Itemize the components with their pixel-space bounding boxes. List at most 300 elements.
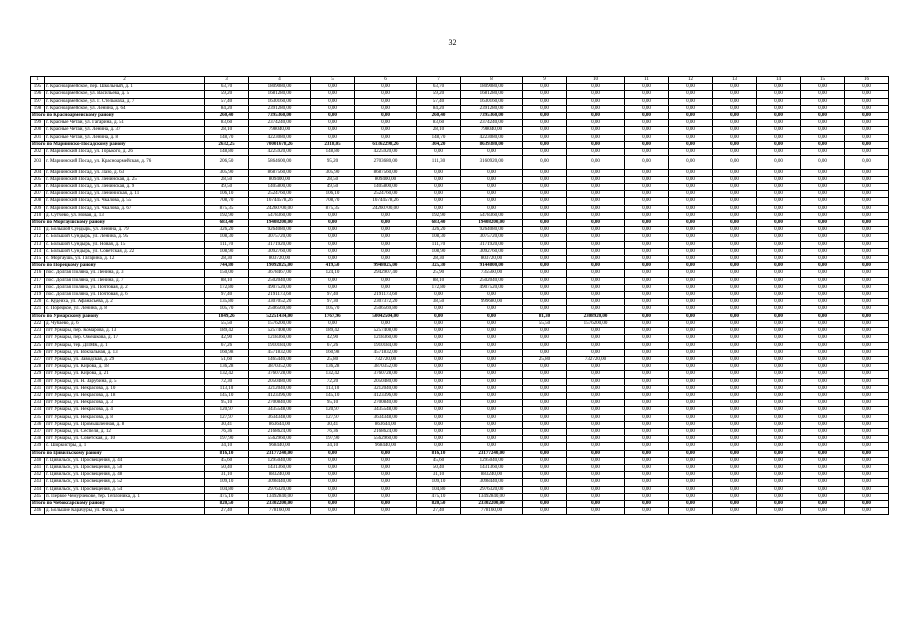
table-cell: 0,00 [757, 479, 801, 486]
data-table [30, 76, 889, 515]
table-cell: 816,10 [205, 450, 249, 457]
table-cell: 778160,00 [249, 508, 311, 515]
table-cell: 0,00 [713, 313, 757, 320]
table-cell: 0,00 [567, 234, 625, 241]
table-cell: 0,00 [523, 277, 567, 284]
table-cell: 0,00 [567, 91, 625, 98]
table-cell: 0,00 [567, 299, 625, 306]
table-cell: 0,00 [625, 428, 669, 435]
row-number: 212 [31, 234, 45, 241]
table-cell: 0,00 [523, 98, 567, 105]
table-cell: 0,00 [523, 457, 567, 464]
table-cell: 0,00 [625, 127, 669, 134]
table-cell: 0,00 [713, 493, 757, 500]
table-cell: 0,00 [625, 98, 669, 105]
table-cell: 27,40 [417, 508, 461, 515]
table-cell: 0,00 [417, 149, 461, 156]
table-cell: 4907520,00 [249, 284, 311, 291]
table-cell: 0,00 [845, 364, 889, 371]
table-cell: 0,00 [567, 169, 625, 176]
table-cell: 0,00 [713, 241, 757, 248]
table-cell: 0,00 [567, 436, 625, 443]
table-cell: 0,00 [311, 500, 355, 507]
table-row [31, 227, 889, 234]
table-cell: 0,00 [801, 120, 845, 127]
table-cell: 197,90 [311, 436, 355, 443]
table-cell: 0,00 [801, 342, 845, 349]
table-cell: 111,70 [417, 241, 461, 248]
table-cell: 0,00 [713, 127, 757, 134]
table-cell: 0,00 [757, 184, 801, 191]
table-cell: 0,00 [801, 263, 845, 270]
table-cell: 0,00 [461, 191, 523, 198]
table-cell: 0,00 [801, 241, 845, 248]
table-cell: 0,00 [523, 407, 567, 414]
table-cell: 0,00 [567, 212, 625, 219]
table-cell: 863644,00 [249, 421, 311, 428]
table-cell: 0,00 [311, 472, 355, 479]
column-number: 13 [713, 77, 757, 84]
table-cell: 0,00 [461, 184, 523, 191]
table-cell: 0,00 [625, 385, 669, 392]
table-cell: 0,00 [567, 349, 625, 356]
table-cell: 2703680,00 [355, 156, 417, 169]
column-number: 3 [205, 77, 249, 84]
row-number: 233 [31, 400, 45, 407]
table-cell: 0,00 [567, 227, 625, 234]
table-cell: 0,00 [625, 156, 669, 169]
table-cell: 0,00 [713, 248, 757, 255]
table-row [31, 256, 889, 263]
row-number: 227 [31, 356, 45, 363]
table-cell: 0,00 [845, 198, 889, 205]
table-cell: 803720,00 [249, 256, 311, 263]
table-cell: 0,00 [757, 472, 801, 479]
address-cell: г. Мариинский Посад, ул. Горького, д. 26 [45, 149, 205, 156]
table-cell: 124,10 [311, 270, 355, 277]
address-cell: г. Мариинский Посад, ул. Красноармейская, д. 76 [45, 156, 205, 169]
table-cell: 0,00 [801, 407, 845, 414]
table-cell: 0,00 [845, 270, 889, 277]
address-cell: с. Большой Сундырь, ул. Новая, д. 15 [45, 241, 205, 248]
address-cell: пгт Урмары, тер. ДПМК, д. 1 [45, 342, 205, 349]
table-cell: 0,00 [669, 227, 713, 234]
table-cell: 0,00 [845, 313, 889, 320]
table-cell: 0,00 [801, 176, 845, 183]
table-cell: 49,50 [205, 184, 249, 191]
table-cell: 0,00 [801, 91, 845, 98]
table-cell: 0,00 [625, 234, 669, 241]
table-cell: 57,40 [205, 98, 249, 105]
district-total-row [31, 263, 889, 270]
table-cell: 0,00 [355, 91, 417, 98]
table-cell: 0,00 [669, 91, 713, 98]
table-cell: 0,00 [417, 320, 461, 327]
table-cell: 106,10 [311, 191, 355, 198]
table-cell: 0,00 [523, 508, 567, 515]
table-cell: 732720,00 [355, 356, 417, 363]
table-cell: 2374240,00 [249, 120, 311, 127]
row-number: 234 [31, 407, 45, 414]
table-cell: 0,00 [801, 98, 845, 105]
row-number: 211 [31, 227, 45, 234]
address-cell: г. Цивильск, ул. Просвещения, д. 48 [45, 472, 205, 479]
table-cell: 0,00 [713, 284, 757, 291]
table-row [31, 493, 889, 500]
table-row [31, 407, 889, 414]
table-cell: 0,00 [355, 113, 417, 120]
table-cell: 0,00 [523, 349, 567, 356]
table-row [31, 191, 889, 198]
table-cell: 8687560,00 [249, 169, 311, 176]
table-cell: 3212040,00 [249, 385, 311, 392]
table-cell: 0,00 [845, 234, 889, 241]
table-cell: 0,00 [713, 335, 757, 342]
address-cell: д. Чубаево, д. 6 [45, 320, 205, 327]
table-cell: 0,00 [757, 134, 801, 141]
table-cell: 0,00 [669, 256, 713, 263]
table-row [31, 270, 889, 277]
address-cell: пгт Урмары, ул. Некрасова, д. 8 [45, 414, 205, 421]
table-cell: 31,10 [205, 472, 249, 479]
table-row [31, 156, 889, 169]
table-cell: 4123396,00 [355, 392, 417, 399]
table-cell: 0,00 [461, 400, 523, 407]
table-cell: 0,00 [523, 227, 567, 234]
table-row [31, 299, 889, 306]
table-cell: 28,30 [417, 256, 461, 263]
table-cell: 0,00 [355, 212, 417, 219]
table-cell: 0,00 [845, 205, 889, 212]
address-cell: г. Мариинский Посад, ул. Лениниская, д. 11 [45, 191, 205, 198]
table-cell: 0,00 [757, 105, 801, 112]
table-cell: 0,00 [845, 227, 889, 234]
table-cell: 2168624,00 [355, 428, 417, 435]
table-cell: 0,00 [669, 493, 713, 500]
district-total-label: Итого по Красноармейскому району [31, 113, 205, 120]
table-cell: 0,00 [417, 364, 461, 371]
table-cell: 0,00 [669, 284, 713, 291]
table-cell: 0,00 [713, 364, 757, 371]
table-cell: 0,00 [461, 428, 523, 435]
table-cell: 0,00 [461, 169, 523, 176]
table-cell: 1630160,00 [249, 98, 311, 105]
row-number: 239 [31, 443, 45, 450]
table-cell: 0,00 [713, 500, 757, 507]
table-cell: 2700840,00 [355, 400, 417, 407]
table-cell: 0,00 [625, 421, 669, 428]
table-cell: 875,35 [311, 205, 355, 212]
table-cell: 0,00 [845, 105, 889, 112]
column-number: 9 [523, 77, 567, 84]
row-number: 201 [31, 134, 45, 141]
table-cell: 52251434,00 [249, 313, 311, 320]
table-row [31, 472, 889, 479]
row-number: 203 [31, 156, 45, 169]
table-cell: 0,00 [801, 320, 845, 327]
table-cell: 0,00 [713, 212, 757, 219]
table-cell: 135,80 [205, 299, 249, 306]
table-cell: 0,00 [757, 220, 801, 227]
row-number: 205 [31, 176, 45, 183]
table-cell: 0,00 [625, 120, 669, 127]
table-cell: 0,00 [669, 184, 713, 191]
table-cell: 13492840,00 [461, 493, 523, 500]
table-cell: 0,00 [523, 198, 567, 205]
table-cell: 475,10 [417, 493, 461, 500]
table-cell: 0,00 [757, 241, 801, 248]
table-cell: 0,00 [713, 486, 757, 493]
table-cell: 0,00 [567, 156, 625, 169]
table-cell: 95,10 [311, 400, 355, 407]
table-cell: 0,00 [757, 149, 801, 156]
table-row [31, 414, 889, 421]
table-cell: 3171920,00 [249, 241, 311, 248]
table-cell: 0,00 [669, 500, 713, 507]
row-number: 221 [31, 306, 45, 313]
table-cell: 0,00 [461, 292, 523, 299]
table-cell: 0,00 [845, 385, 889, 392]
table-cell: 0,00 [669, 176, 713, 183]
table-cell: 0,00 [567, 248, 625, 255]
row-number: 218 [31, 284, 45, 291]
address-cell: с. Шоркистры, д. 1 [45, 443, 205, 450]
table-cell: 97,40 [311, 292, 355, 299]
table-cell: 0,00 [801, 479, 845, 486]
table-cell: 0,00 [713, 414, 757, 421]
table-cell: 0,00 [801, 184, 845, 191]
address-cell: пгт Урмары, ул. Н. Зарубина, д. 5 [45, 378, 205, 385]
row-number: 220 [31, 299, 45, 306]
table-cell: 0,00 [757, 127, 801, 134]
table-cell: 2502040,00 [461, 277, 523, 284]
address-cell: пгт Урмары, ул. Некрасова, д. 18 [45, 392, 205, 399]
table-cell: 0,00 [845, 320, 889, 327]
table-cell: 0,00 [355, 248, 417, 255]
table-row [31, 392, 889, 399]
table-cell: 0,00 [523, 234, 567, 241]
table-cell: 0,00 [845, 91, 889, 98]
table-cell: 160,98 [205, 349, 249, 356]
table-row [31, 364, 889, 371]
table-cell: 1405800,00 [249, 184, 311, 191]
table-cell: 0,00 [801, 356, 845, 363]
table-cell: 0,00 [523, 414, 567, 421]
table-cell: 0,00 [567, 378, 625, 385]
table-cell: 0,00 [757, 113, 801, 120]
table-cell: 105,70 [205, 306, 249, 313]
table-cell: 132,42 [311, 371, 355, 378]
table-cell: 0,00 [567, 263, 625, 270]
table-cell: 0,00 [417, 198, 461, 205]
table-cell: 0,00 [523, 371, 567, 378]
row-number: 225 [31, 342, 45, 349]
table-cell: 0,00 [757, 457, 801, 464]
table-cell: 0,00 [461, 320, 523, 327]
table-cell: 0,00 [757, 277, 801, 284]
table-cell: 0,00 [355, 500, 417, 507]
table-cell: 0,00 [523, 220, 567, 227]
table-cell: 0,00 [417, 378, 461, 385]
table-cell: 0,00 [567, 241, 625, 248]
table-cell: 0,00 [567, 120, 625, 127]
address-cell: д. Сутчево, ул. Новая, д. 13 [45, 212, 205, 219]
table-cell: 4223080,00 [461, 134, 523, 141]
address-cell: с. Большой Сундырь, ул. Советская, д. 22 [45, 248, 205, 255]
table-cell: 84,20 [417, 105, 461, 112]
table-cell: 70001678,26 [249, 141, 311, 148]
table-cell: 0,00 [713, 400, 757, 407]
table-cell: 0,00 [311, 212, 355, 219]
table-cell: 0,00 [567, 205, 625, 212]
address-cell: пгт Урмары, ул. Некрасова, д. 3 [45, 400, 205, 407]
table-cell: 16744578,26 [249, 198, 311, 205]
row-number: 219 [31, 292, 45, 299]
table-cell: 1295040,00 [249, 457, 311, 464]
table-cell: 0,00 [669, 349, 713, 356]
table-cell: 0,00 [567, 306, 625, 313]
table-cell: 0,00 [845, 414, 889, 421]
table-cell: 0,00 [801, 400, 845, 407]
table-row [31, 292, 889, 299]
table-cell: 0,00 [625, 205, 669, 212]
table-cell: 9144800,00 [461, 263, 523, 270]
table-cell: 0,00 [567, 256, 625, 263]
table-cell: 0,00 [845, 169, 889, 176]
table-cell: 55,50 [205, 320, 249, 327]
table-cell: 0,00 [625, 414, 669, 421]
table-cell: 5478360,00 [249, 212, 311, 219]
table-cell: 0,00 [355, 472, 417, 479]
table-cell: 0,00 [757, 263, 801, 270]
address-cell: пгт Урмары, ул. Кирова, д. 18 [45, 364, 205, 371]
table-cell: 0,00 [567, 450, 625, 457]
table-cell: 2308920,00 [567, 313, 625, 320]
table-cell: 0,00 [523, 256, 567, 263]
table-cell: 0,00 [625, 493, 669, 500]
table-cell: 0,00 [801, 220, 845, 227]
row-number: 244 [31, 486, 45, 493]
table-cell: 0,00 [801, 443, 845, 450]
table-cell: 0,00 [669, 450, 713, 457]
row-number: 199 [31, 120, 45, 127]
table-cell: 0,00 [801, 156, 845, 169]
table-cell: 0,00 [801, 457, 845, 464]
table-row [31, 176, 889, 183]
table-cell: 83,60 [417, 120, 461, 127]
address-cell: г. Красноармейское, ул. Ленина, д. 64 [45, 105, 205, 112]
table-cell: 0,00 [845, 407, 889, 414]
table-cell: 0,00 [417, 328, 461, 335]
address-cell: пгт Урмары, ул. Некрасова, д. 4 [45, 407, 205, 414]
table-cell: 0,00 [417, 313, 461, 320]
table-cell: 0,00 [757, 169, 801, 176]
table-cell: 0,00 [567, 277, 625, 284]
table-cell: 13492840,00 [249, 493, 311, 500]
table-cell: 0,00 [801, 472, 845, 479]
table-cell: 0,00 [523, 500, 567, 507]
table-cell: 0,00 [567, 486, 625, 493]
table-cell: 197,90 [205, 436, 249, 443]
table-cell: 3678467,00 [249, 270, 311, 277]
table-cell: 0,00 [311, 486, 355, 493]
address-cell: д. Большие Карачуры, ул. Фаза, д. 5а [45, 508, 205, 515]
table-cell: 1767,96 [311, 313, 355, 320]
table-cell: 0,00 [567, 371, 625, 378]
table-cell: 0,00 [801, 486, 845, 493]
table-cell: 0,00 [461, 407, 523, 414]
table-cell: 0,00 [311, 91, 355, 98]
table-cell: 3160920,00 [461, 156, 523, 169]
table-cell: 0,00 [523, 105, 567, 112]
table-cell: 0,00 [523, 169, 567, 176]
table-cell: 3634348,00 [249, 414, 311, 421]
address-cell: г. Красноармейское, ул. Г. Стельмаха, д. 7 [45, 98, 205, 105]
table-cell: 31,10 [417, 472, 461, 479]
table-cell: 820,50 [205, 500, 249, 507]
address-cell: пгт Урмары, ул. Сеспеля, д. 12 [45, 428, 205, 435]
table-cell: 0,00 [845, 443, 889, 450]
table-cell: 0,00 [713, 385, 757, 392]
table-row [31, 149, 889, 156]
table-cell: 0,00 [801, 493, 845, 500]
row-number: 214 [31, 248, 45, 255]
table-cell: 0,00 [669, 191, 713, 198]
table-cell: 0,00 [567, 113, 625, 120]
address-cell: с. Большой Сундырь, ул. Ленина, д. 95 [45, 234, 205, 241]
district-total-label: Итого по Порецкому району [31, 263, 205, 270]
table-cell: 0,00 [417, 191, 461, 198]
table-cell: 24260700,00 [249, 205, 311, 212]
table-cell: 0,00 [845, 84, 889, 91]
table-cell: 0,00 [757, 320, 801, 327]
table-cell: 0,00 [845, 450, 889, 457]
table-cell: 0,00 [713, 472, 757, 479]
table-cell: 0,00 [845, 464, 889, 471]
table-cell: 0,00 [713, 270, 757, 277]
table-cell: 1218360,00 [355, 335, 417, 342]
table-cell: 0,00 [625, 400, 669, 407]
table-cell: 0,00 [311, 464, 355, 471]
table-cell: 0,00 [567, 392, 625, 399]
table-cell: 0,00 [757, 234, 801, 241]
table-cell: 0,00 [311, 241, 355, 248]
column-number: 15 [801, 77, 845, 84]
table-cell: 0,00 [523, 141, 567, 148]
table-row [31, 508, 889, 515]
table-cell: 0,00 [669, 371, 713, 378]
address-cell: г. Красноармейское, ул. Васильева, д. 5 [45, 91, 205, 98]
address-cell: д. Большой Сундырь, ул. Ленина, д. 79 [45, 227, 205, 234]
table-cell: 0,00 [417, 176, 461, 183]
table-cell: 0,00 [311, 457, 355, 464]
table-cell: 0,00 [311, 284, 355, 291]
table-cell: 0,00 [669, 356, 713, 363]
address-cell: г. Красные Четаи, ул. Ленина, д. 37 [45, 127, 205, 134]
row-number: 241 [31, 464, 45, 471]
table-cell: 0,00 [757, 270, 801, 277]
table-row [31, 378, 889, 385]
table-cell: 0,00 [845, 220, 889, 227]
row-number: 213 [31, 241, 45, 248]
table-cell: 83,60 [205, 120, 249, 127]
table-cell: 0,00 [713, 113, 757, 120]
table-cell: 0,00 [845, 421, 889, 428]
row-number: 242 [31, 472, 45, 479]
table-cell: 875,35 [205, 205, 249, 212]
table-cell: 4123396,00 [249, 392, 311, 399]
table-cell: 0,00 [355, 227, 417, 234]
